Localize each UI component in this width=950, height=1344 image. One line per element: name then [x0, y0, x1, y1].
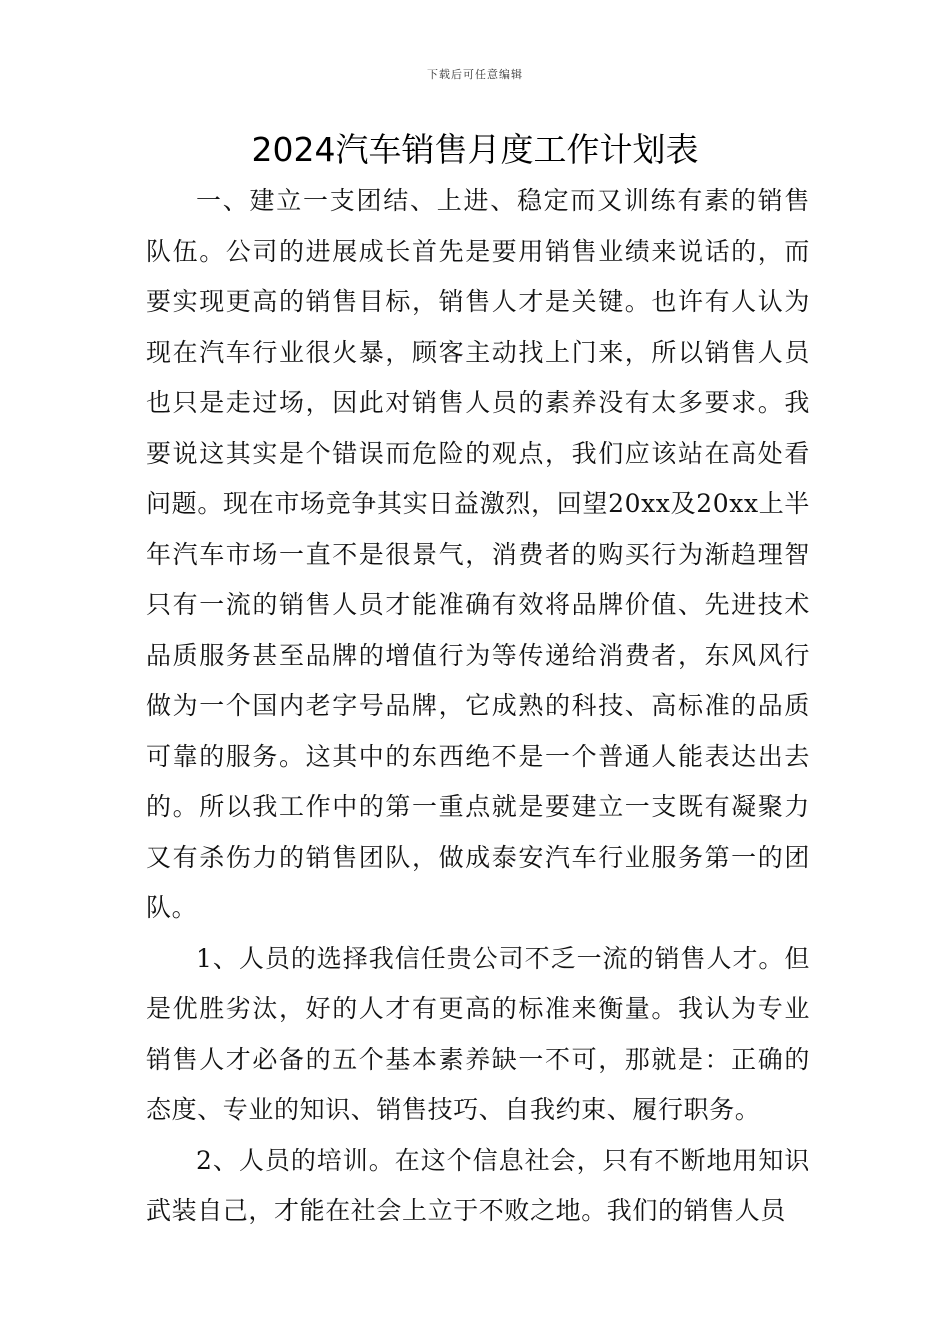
- header-note: 下载后可任意编辑: [427, 68, 523, 81]
- document-title: 2024汽车销售月度工作计划表: [251, 130, 699, 169]
- paragraph-personnel-training: 2、人员的培训。在这个信息社会，只有不断地用知识武装自己，才能在社会上立于不败之地。我们的销售人员: [146, 1145, 810, 1225]
- paragraph-sales-team: 一、建立一支团结、上进、稳定而又训练有素的销售队伍。公司的进展成长首先是要用销售业绩来说话的，而要实现更高的销售目标，销售人才是关键。也许有人认为现在汽车行业很火暴，顾客主动找上门来，所以销售人员也只是走过场，因此对销售人员的素养没有太多要求。我要说这其实是个错误而危险的观点，我们应该站在高处看问题。现在市场竞争其实日益激烈，回望20xx及20xx上半年汽车市场一直不是很景气，消费者的购买行为渐趋理智只有一流的销售人员才能准确有效将品牌价值、先进技术品质服务甚至品牌的增值行为等传递给消费者，东风风行做为一个国内老字号品牌，它成熟的科技、高标准的品质可靠的服务。这其中的东西绝不是一个普通人能表达出去的。所以我工作中的第一重点就是要建立一支既有凝聚力又有杀伤力的销售团队，做成泰安汽车行业服务第一的团队。: [146, 186, 810, 922]
- paragraph-personnel-selection: 1、人员的选择我信任贵公司不乏一流的销售人才。但是优胜劣汰，好的人才有更高的标准来衡量。我认为专业销售人才必备的五个基本素养缺一不可，那就是：正确的态度、专业的知识、销售技巧、自我约束、履行职务。: [146, 943, 810, 1124]
- document-body: [146, 176, 810, 1237]
